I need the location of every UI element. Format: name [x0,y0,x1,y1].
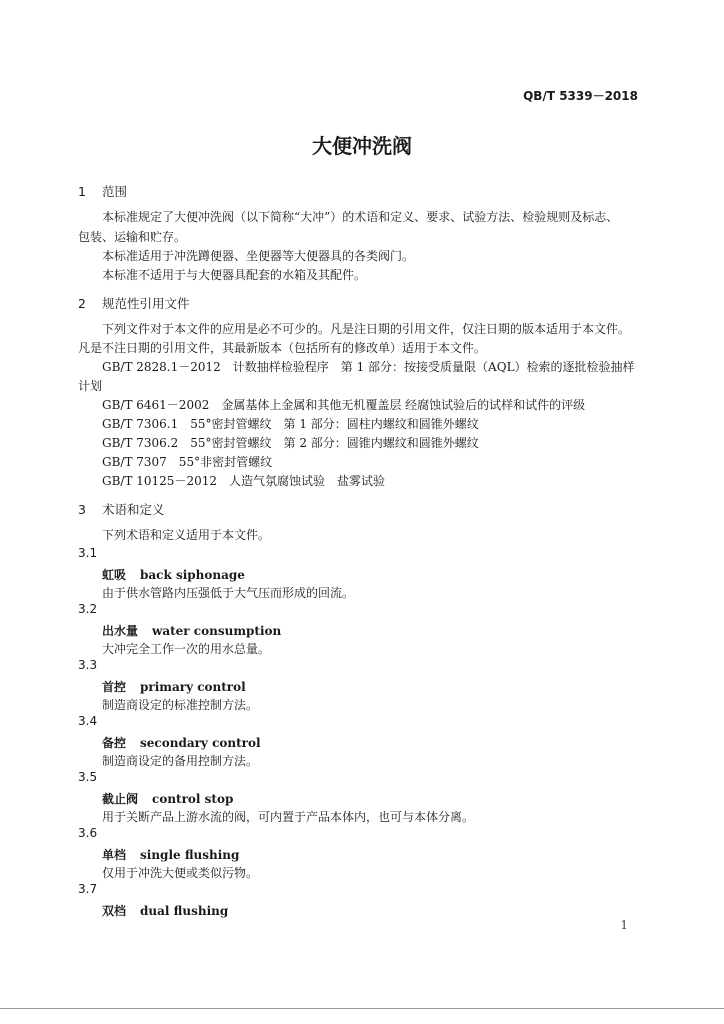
section-2-intro-line-2: 凡是不注日期的引用文件，其最新版本（包括所有的修改单）适用于本文件。 [78,341,487,355]
reference-4: GB/T 7306.2 55°密封管螺纹 第 2 部分：圆锥内螺纹和圆锥外螺纹 [102,436,479,450]
page-number: 1 [620,918,628,932]
section-1-number: 1 [78,184,86,199]
section-2-heading [78,294,190,312]
section-1-title: 范围 [102,184,128,199]
term-heading [102,566,245,583]
section-2-intro-line-1: 下列文件对于本文件的应用是必不可少的。凡是注日期的引用文件，仅注日期的版本适用于本文件。 [102,322,631,336]
term-definition: 制造商设定的标准控制方法。 [102,698,259,712]
term-number: 3.1 [78,546,98,560]
reference-1-line-2: 计划 [78,379,103,393]
term-zh: 备控 [102,736,127,750]
term-definition: 仅用于冲洗大便或类似污物。 [102,866,259,880]
section-1-para-1-line-1: 本标准规定了大便冲洗阀（以下简称“大冲”）的术语和定义、要求、试验方法、检验规则及标志、 [102,210,619,224]
section-2-number: 2 [78,296,86,311]
term-en: secondary control [140,736,261,750]
term-definition: 制造商设定的备用控制方法。 [102,754,259,768]
term-zh: 双档 [102,904,127,918]
term-number: 3.6 [78,826,98,840]
section-1-para-3: 本标准不适用于与大便器具配套的水箱及其配件。 [102,268,367,282]
term-definition: 由于供水管路内压强低于大气压而形成的回流。 [102,586,355,600]
term-number: 3.7 [78,882,98,896]
standard-code: QB/T 5339－2018 [523,89,638,103]
term-heading [102,734,261,751]
section-3-intro: 下列术语和定义适用于本文件。 [102,528,271,542]
term-en: single flushing [140,848,240,862]
term-definition: 大冲完全工作一次的用水总量。 [102,642,271,656]
document-title: 大便冲洗阀 [312,134,412,158]
term-en: back siphonage [140,568,245,582]
section-1-heading [78,182,127,200]
term-zh: 单档 [102,848,127,862]
section-2-title: 规范性引用文件 [102,296,190,311]
term-zh: 出水量 [102,624,139,638]
reference-5: GB/T 7307 55°非密封管螺纹 [102,455,273,469]
term-number: 3.3 [78,658,98,672]
term-zh: 截止阀 [102,792,139,806]
term-definition: 用于关断产品上游水流的阀，可内置于产品本体内，也可与本体分离。 [102,810,475,824]
section-3-heading [78,500,165,518]
term-heading [102,678,246,695]
term-heading [102,902,228,919]
term-heading [102,846,239,863]
term-zh: 虹吸 [102,568,127,582]
term-number: 3.5 [78,770,98,784]
bottom-divider [0,1008,724,1009]
section-3-title: 术语和定义 [102,502,165,517]
section-1-para-1-line-2: 包装、运输和贮存。 [78,230,187,244]
section-1-para-2: 本标准适用于冲洗蹲便器、坐便器等大便器具的各类阀门。 [102,249,415,263]
term-number: 3.2 [78,602,98,616]
term-zh: 首控 [102,680,127,694]
reference-3: GB/T 7306.1 55°密封管螺纹 第 1 部分：圆柱内螺纹和圆锥外螺纹 [102,417,479,431]
term-number: 3.4 [78,714,98,728]
term-heading [102,622,281,639]
term-en: dual flushing [140,904,229,918]
reference-2: GB/T 6461－2002 金属基体上金属和其他无机覆盖层 经腐蚀试验后的试样和试件的评级 [102,398,586,412]
term-en: water consumption [152,624,282,638]
reference-6: GB/T 10125－2012 人造气氛腐蚀试验 盐雾试验 [102,474,385,488]
term-heading [102,790,233,807]
reference-1-line-1: GB/T 2828.1－2012 计数抽样检验程序 第 1 部分：按接受质量限（AQL）检索的逐批检验抽样 [102,360,635,374]
term-en: primary control [140,680,246,694]
section-3-number: 3 [78,502,86,517]
term-en: control stop [152,792,234,806]
